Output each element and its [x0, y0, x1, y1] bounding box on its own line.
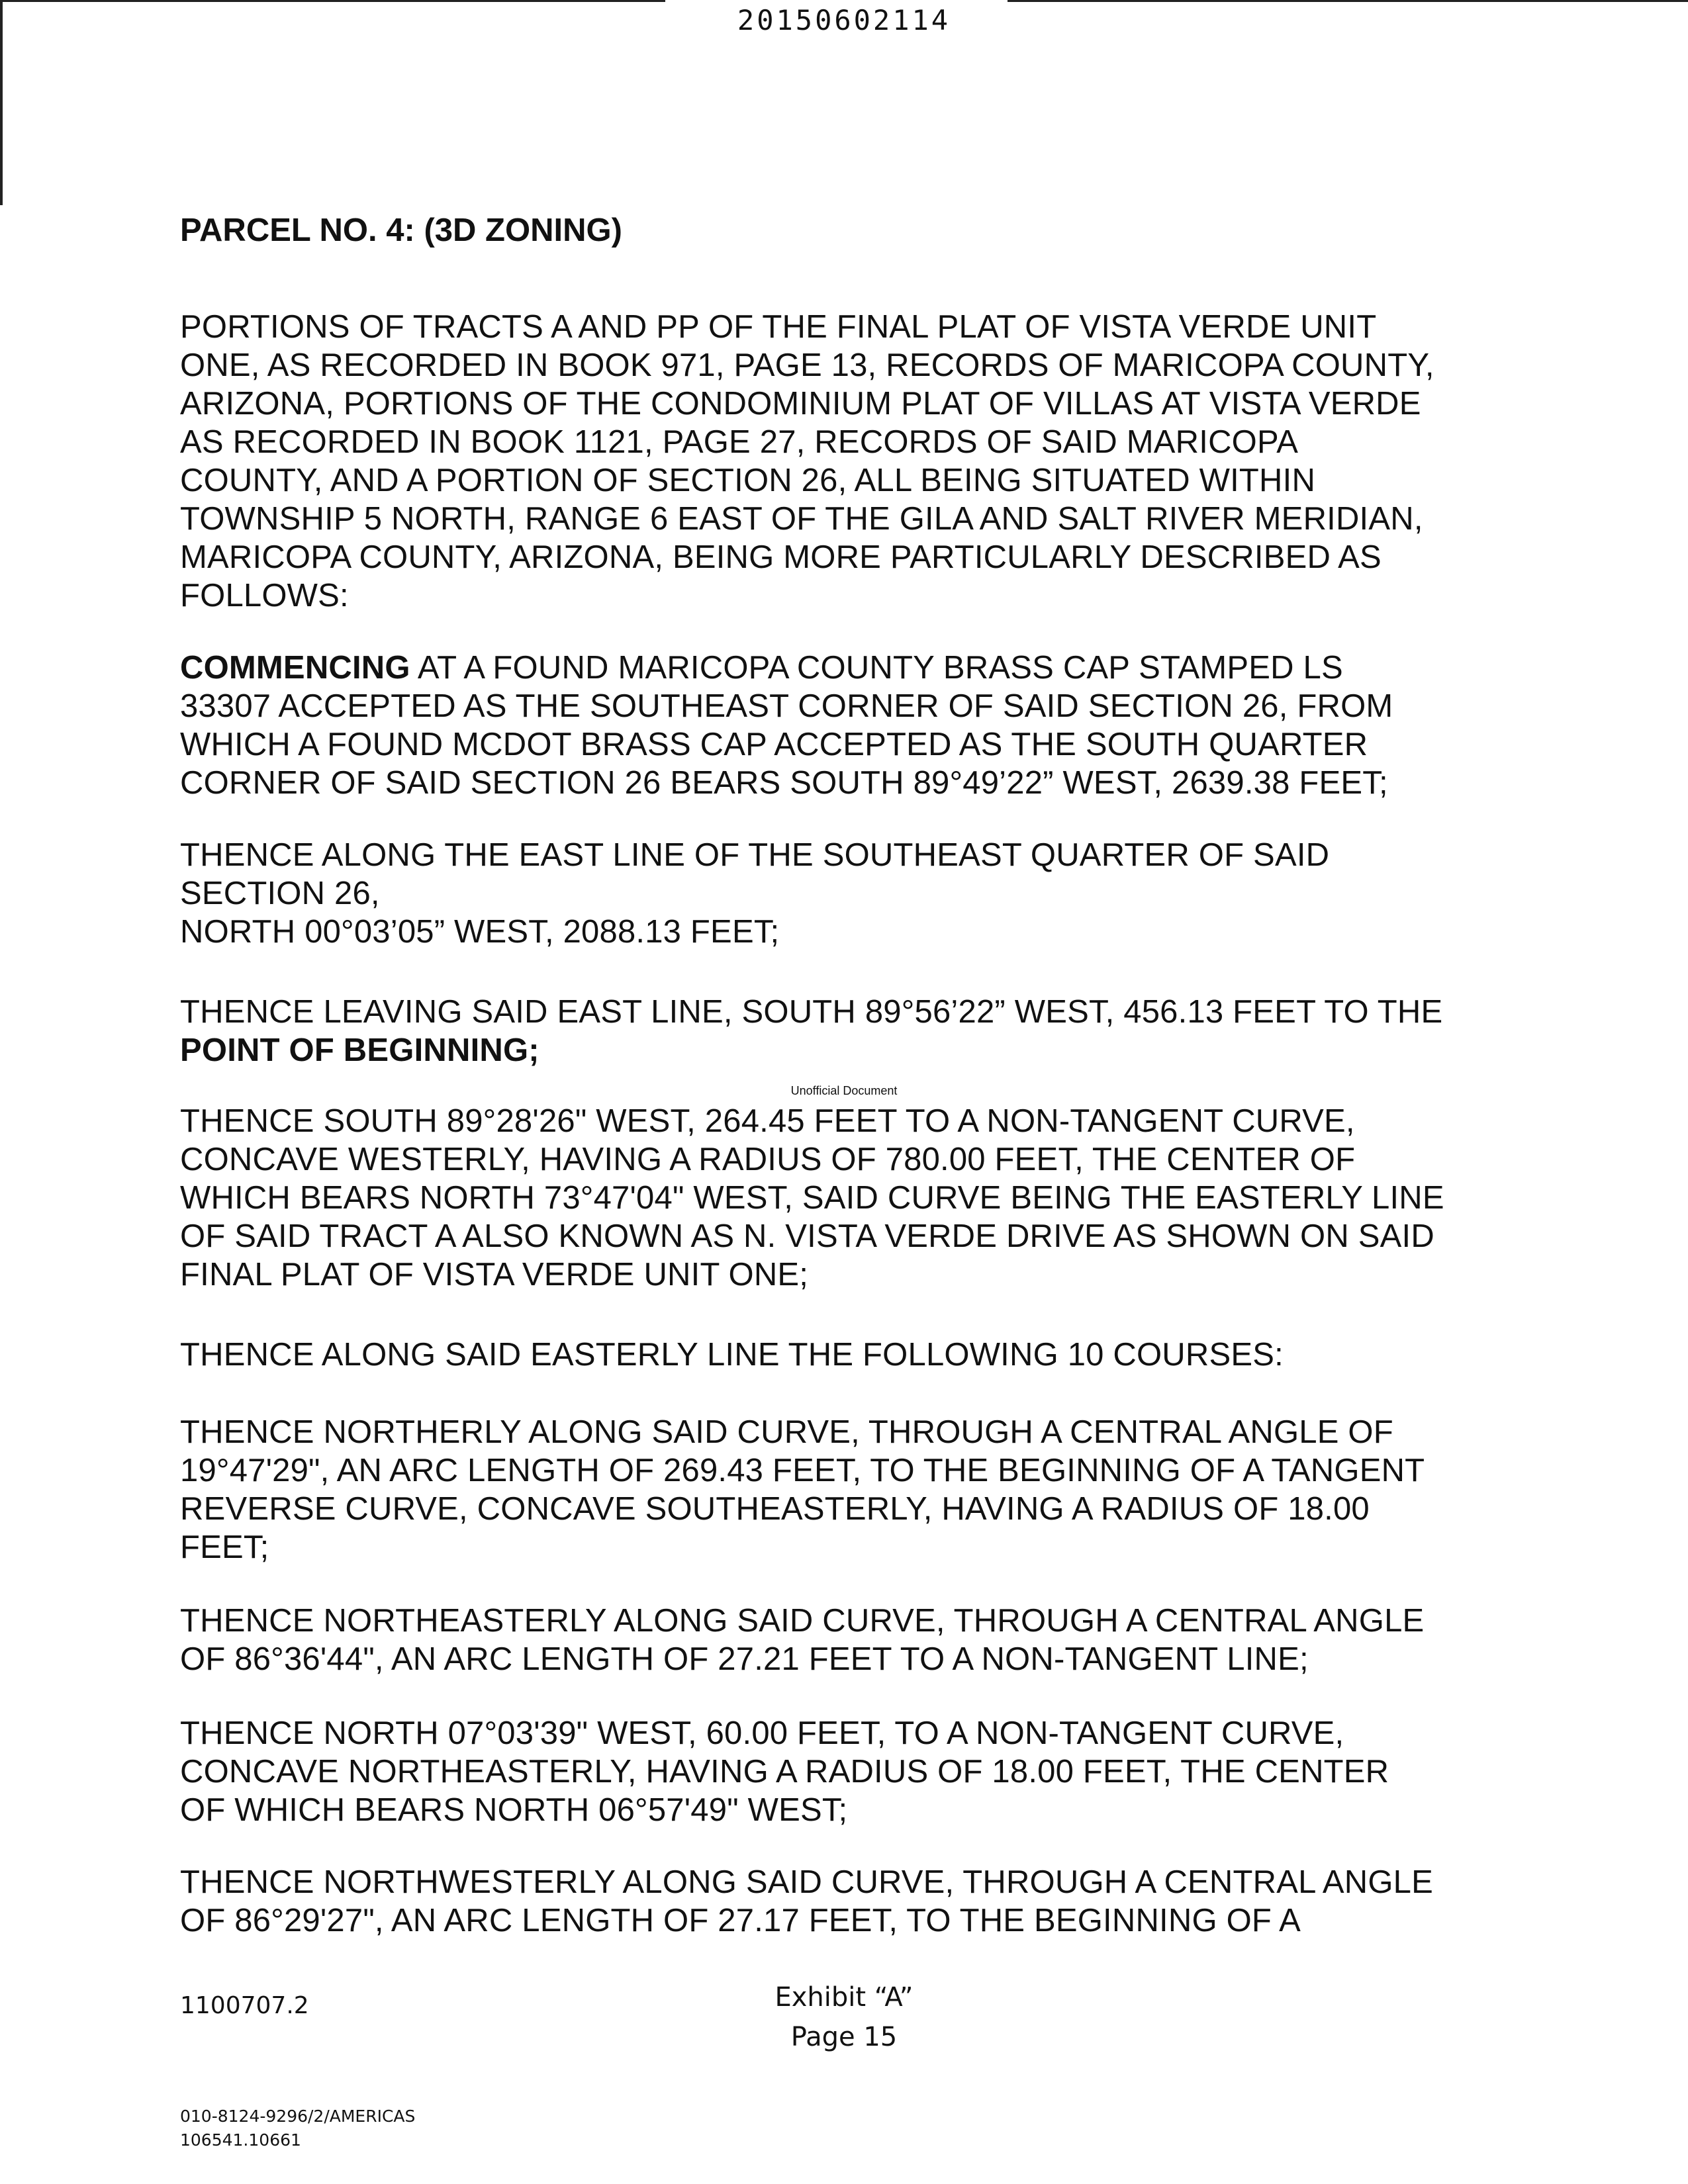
top-border-right — [1008, 0, 1688, 2]
parcel-heading: PARCEL NO. 4: (3D ZONING) — [180, 212, 622, 248]
exhibit-label: Exhibit “A” — [774, 1982, 914, 2013]
account-reference — [180, 2105, 415, 2152]
text-line: SECTION 26, — [180, 876, 380, 911]
text-line: THENCE SOUTH 89°28'26" WEST, 264.45 FEET TO A NON-TANGENT CURVE, — [180, 1103, 1355, 1139]
text-line: PORTIONS OF TRACTS A AND PP OF THE FINAL PLAT OF VISTA VERDE UNIT — [180, 309, 1377, 345]
text-line: WHICH BEARS NORTH 73°47'04" WEST, SAID CURVE BEING THE EASTERLY LINE — [180, 1180, 1444, 1216]
text-line: 19°47'29", AN ARC LENGTH OF 269.43 FEET, TO THE BEGINNING OF A TANGENT — [180, 1453, 1425, 1488]
paragraph-description — [180, 308, 1511, 615]
text-line: CONCAVE WESTERLY, HAVING A RADIUS OF 780.00 FEET, THE CENTER OF — [180, 1142, 1356, 1177]
paragraph-course-northwesterly — [180, 1863, 1511, 1940]
text-line: FOLLOWS: — [180, 578, 349, 614]
text-line: THENCE ALONG SAID EASTERLY LINE THE FOLLOWING 10 COURSES: — [180, 1337, 1284, 1373]
text-line: OF 86°29'27", AN ARC LENGTH OF 27.17 FEET, TO THE BEGINNING OF A — [180, 1903, 1301, 1938]
paragraph-course-northerly — [180, 1413, 1511, 1567]
text-line: THENCE ALONG THE EAST LINE OF THE SOUTHEAST QUARTER OF SAID — [180, 837, 1330, 873]
paragraph-following-courses — [180, 1336, 1511, 1374]
text-line: FINAL PLAT OF VISTA VERDE UNIT ONE; — [180, 1257, 809, 1293]
text-line — [180, 1031, 1511, 1069]
account-line: 010-8124-9296/2/AMERICAS — [180, 2107, 416, 2126]
recording-number: 20150602114 — [737, 4, 951, 36]
exhibit-footer — [0, 1978, 1688, 2057]
text-line: OF WHICH BEARS NORTH 06°57'49" WEST; — [180, 1792, 848, 1828]
paragraph-east-line — [180, 836, 1511, 951]
paragraph-course-northeasterly — [180, 1602, 1511, 1678]
text-line: ONE, AS RECORDED IN BOOK 971, PAGE 13, RECORDS OF MARICOPA COUNTY, — [180, 347, 1434, 383]
text-line: AS RECORDED IN BOOK 1121, PAGE 27, RECORDS OF SAID MARICOPA — [180, 424, 1299, 460]
text-line: REVERSE CURVE, CONCAVE SOUTHEASTERLY, HAVING A RADIUS OF 18.00 — [180, 1491, 1370, 1527]
unofficial-watermark: Unofficial Document — [790, 1084, 898, 1097]
top-border-left — [0, 0, 665, 2]
text-line: CONCAVE NORTHEASTERLY, HAVING A RADIUS OF 18.00 FEET, THE CENTER — [180, 1754, 1389, 1790]
text-line: ARIZONA, PORTIONS OF THE CONDOMINIUM PLAT OF VILLAS AT VISTA VERDE — [180, 386, 1421, 422]
text-line: THENCE LEAVING SAID EAST LINE, SOUTH 89°56’22” WEST, 456.13 FEET TO THE — [180, 994, 1443, 1030]
footer-document-id: 1100707.2 — [180, 1992, 309, 2019]
paragraph-course-south — [180, 1102, 1511, 1294]
text-line — [180, 649, 1511, 687]
text-line: COUNTY, AND A PORTION OF SECTION 26, ALL BEING SITUATED WITHIN — [180, 463, 1316, 498]
text-line: THENCE NORTHWESTERLY ALONG SAID CURVE, THROUGH A CENTRAL ANGLE — [180, 1864, 1433, 1900]
paragraph-point-of-beginning — [180, 993, 1511, 1069]
account-line: 106541.10661 — [180, 2130, 301, 2150]
text-line: TOWNSHIP 5 NORTH, RANGE 6 EAST OF THE GILA AND SALT RIVER MERIDIAN, — [180, 501, 1423, 537]
page-number: Page 15 — [790, 2022, 898, 2052]
paragraph-course-north — [180, 1714, 1511, 1829]
text-line: OF 86°36'44", AN ARC LENGTH OF 27.21 FEET TO A NON-TANGENT LINE; — [180, 1641, 1309, 1677]
text-line: NORTH 00°03’05” WEST, 2088.13 FEET; — [180, 914, 780, 950]
paragraph-commencing — [180, 649, 1511, 802]
text-line: THENCE NORTHERLY ALONG SAID CURVE, THROUGH A CENTRAL ANGLE OF — [180, 1414, 1393, 1450]
text-line: FEET; — [180, 1529, 269, 1565]
text-line: THENCE NORTH 07°03'39" WEST, 60.00 FEET, TO A NON-TANGENT CURVE, — [180, 1715, 1344, 1751]
point-of-beginning-label: POINT OF BEGINNING; — [180, 1032, 539, 1068]
text-line: CORNER OF SAID SECTION 26 BEARS SOUTH 89°49’22” WEST, 2639.38 FEET; — [180, 765, 1388, 801]
text-line: THENCE NORTHEASTERLY ALONG SAID CURVE, THROUGH A CENTRAL ANGLE — [180, 1603, 1425, 1639]
text-line: 33307 ACCEPTED AS THE SOUTHEAST CORNER OF SAID SECTION 26, FROM — [180, 688, 1393, 724]
text-line: WHICH A FOUND MCDOT BRASS CAP ACCEPTED AS THE SOUTH QUARTER — [180, 727, 1368, 762]
text-line: MARICOPA COUNTY, ARIZONA, BEING MORE PARTICULARLY DESCRIBED AS — [180, 539, 1382, 575]
commencing-text: AT A FOUND MARICOPA COUNTY BRASS CAP STAMPED LS — [410, 650, 1343, 686]
commencing-label: COMMENCING — [180, 650, 410, 686]
text-line: OF SAID TRACT A ALSO KNOWN AS N. VISTA VERDE DRIVE AS SHOWN ON SAID — [180, 1218, 1434, 1254]
